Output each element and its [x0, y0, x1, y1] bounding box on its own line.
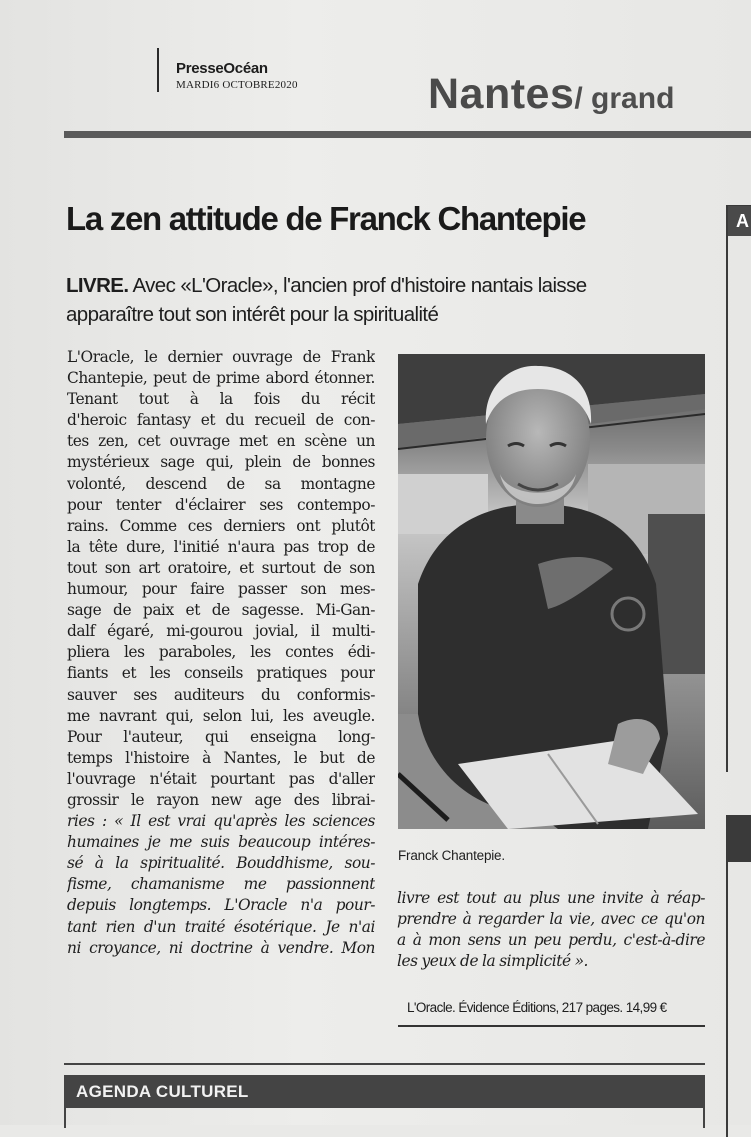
body-line: tant rien d'un traité ésotérique. Je n'ai	[67, 917, 375, 936]
body-line: pour tenter d'éclairer ses contempo-	[67, 495, 375, 514]
agenda-box	[64, 1108, 705, 1128]
adjacent-column-frame-lower	[726, 815, 751, 1137]
top-rule	[64, 131, 751, 138]
adjacent-column-tab: A	[728, 206, 751, 236]
adjacent-column-frame	[726, 205, 751, 772]
article-lede	[66, 271, 626, 329]
lede-text: Avec «L'Oracle», l'ancien prof d'histoire nantais laisse apparaître tout son intérêt pour la spiritualité	[66, 274, 587, 326]
body-line: me navrant qui, selon lui, les aveugle.	[67, 706, 375, 725]
body-line: d'heroic fantasy et du recueil de con-	[67, 411, 375, 430]
issue-date: MARDI6 OCTOBRE2020	[176, 79, 298, 91]
body-line: dalf égaré, mi-gourou jovial, il multi-	[67, 622, 375, 641]
lede-kicker: LIVRE.	[66, 274, 129, 297]
body-line: grossir le rayon new age des librai-	[67, 790, 375, 809]
body-line: les yeux de la simplicité ».	[397, 952, 588, 971]
body-line: la tête dure, l'initié n'aura pas trop de	[67, 537, 375, 556]
body-line: ni croyance, ni doctrine à vendre. Mon	[67, 938, 375, 957]
body-line: Tenant tout à la fois du récit	[67, 390, 375, 409]
agenda-header: AGENDA CULTUREL	[64, 1075, 705, 1108]
body-line: fiants et les conseils pratiques pour	[67, 664, 375, 683]
author-photo	[398, 354, 705, 829]
adjacent-column-tab-lower	[728, 817, 751, 862]
body-line: volonté, descend de sa montagne	[67, 474, 375, 493]
body-line: sage de paix et de sagesse. Mi-Gan-	[67, 601, 375, 620]
body-line: mystérieux sage qui, plein de bonnes	[67, 453, 375, 472]
book-reference: L'Oracle. Évidence Éditions, 217 pages. 14,99 €	[407, 1000, 667, 1015]
body-line: Chantepie, peut de prime abord étonner.	[67, 369, 375, 388]
section-name: Nantes	[428, 70, 575, 118]
body-line: sé à la spiritualité. Bouddhisme, sou-	[67, 854, 375, 873]
photo-caption: Franck Chantepie.	[398, 848, 505, 863]
book-reference-rule	[398, 1025, 705, 1027]
article-body-column-2	[397, 888, 705, 972]
body-line: rains. Comme ces derniers ont plutôt	[67, 516, 375, 535]
body-line: L'Oracle, le dernier ouvrage de Frank	[67, 348, 375, 366]
body-line: l'ouvrage n'était pourtant pas d'aller	[67, 769, 375, 788]
body-line: temps l'histoire à Nantes, le but de	[67, 748, 375, 767]
article-headline: La zen attitude de Franck Chantepie	[66, 200, 586, 237]
body-line: ries : « Il est vrai qu'après les sciences	[67, 812, 375, 831]
body-line: fisme, chamanisme me passionnent	[67, 875, 375, 894]
body-line: pliera les paraboles, les contes édi-	[67, 643, 375, 662]
agenda-top-rule	[64, 1063, 705, 1065]
paper-name: PresseOcéan	[176, 60, 268, 77]
body-line: sauver ses auditeurs du conformis-	[67, 685, 375, 704]
author-photo-image	[398, 354, 705, 829]
section-subtitle: / grand	[574, 82, 675, 115]
body-line: humaines je me suis beaucoup intéres-	[67, 833, 375, 852]
body-line: depuis longtemps. L'Oracle n'a pour-	[67, 896, 375, 915]
body-line: livre est tout au plus une invite à réap-	[397, 889, 705, 907]
section-title	[428, 70, 674, 119]
body-line: humour, pour faire passer son mes-	[67, 580, 375, 599]
body-line: Pour l'auteur, qui enseigna long-	[67, 727, 375, 746]
body-line: tout son art oratoire, et surtout de son	[67, 558, 375, 577]
masthead-divider	[157, 48, 159, 92]
body-line: a à mon sens un peu perdu, c'est-à-dire	[397, 931, 705, 950]
article-body-column-1	[67, 347, 375, 959]
body-line: prendre à regarder la vie, avec ce qu'on	[397, 910, 705, 929]
body-line: tes zen, cet ouvrage met en scène un	[67, 432, 375, 451]
